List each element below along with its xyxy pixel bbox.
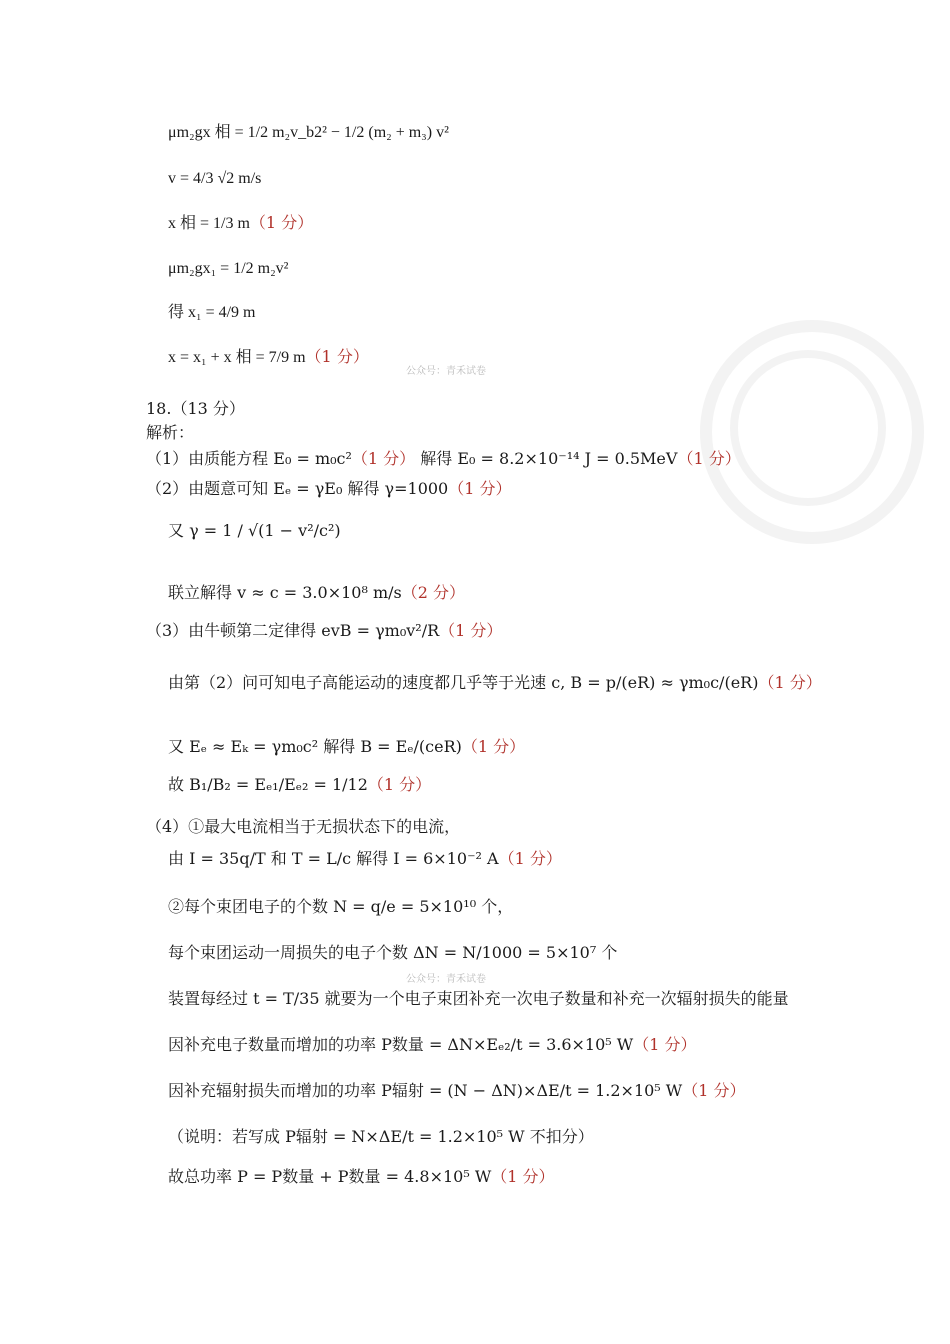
q17-line-5: 得 x₁ = 4/9 m <box>168 304 256 321</box>
score-mark: （1 分） <box>448 479 512 498</box>
q18-line-16: （说明：若写成 P辐射 = N×ΔE/t = 1.2×10⁵ W 不扣分） <box>168 1127 594 1146</box>
q17-line-6: x = x₁ + x 相 = 7/9 m（1 分） <box>168 347 369 366</box>
q18-line-8: 故 B₁/B₂ = Eₑ₁/Eₑ₂ = 1/12（1 分） <box>168 775 432 794</box>
q17-line-2: v = 4/3 √2 m/s <box>168 170 262 187</box>
watermark-text: 公众号：青禾试卷 <box>406 366 486 377</box>
q17-line-1: μm₂gx 相 = 1/2 m₂v_b2² − 1/2 (m₂ + m₃) v² <box>168 124 449 141</box>
q17-line-3: x 相 = 1/3 m（1 分） <box>168 213 314 232</box>
score-mark: （1 分） <box>491 1167 555 1186</box>
q18-line-1: （1）由质能方程 E₀ = m₀c²（1 分） 解得 E₀ = 8.2×10⁻¹⁴ J = 0.5MeV（1 分） <box>146 449 741 468</box>
q18-line-11: ②每个束团电子的个数 N = q/e = 5×10¹⁰ 个， <box>168 897 514 916</box>
q18-header: 18.（13 分） <box>146 399 245 418</box>
q18-line-9: （4）①最大电流相当于无损状态下的电流， <box>146 817 461 836</box>
score-mark: （1 分） <box>677 449 741 468</box>
q18-line-13: 装置每经过 t = T/35 就要为一个电子束团补充一次电子数量和补充一次辐射损失的能量 <box>168 989 789 1008</box>
q18-line-4: 联立解得 v ≈ c = 3.0×10⁸ m/s（2 分） <box>168 583 466 602</box>
background-seal-watermark-inner <box>730 350 886 506</box>
score-mark: （1 分） <box>367 775 432 794</box>
q18-line-14: 因补充电子数量而增加的功率 P数量 = ΔN×Eₑ₂/t = 3.6×10⁵ W（1 分） <box>168 1035 697 1054</box>
q18-line-17: 故总功率 P = P数量 + P数量 = 4.8×10⁵ W（1 分） <box>168 1167 555 1186</box>
score-mark: （2 分） <box>401 583 466 602</box>
analysis-label: 解析： <box>146 423 195 442</box>
q17-line-4: μm₂gx₁ = 1/2 m₂v² <box>168 260 289 277</box>
q18-line-7: 又 Eₑ ≈ Eₖ = γm₀c² 解得 B = Eₑ/(ceR)（1 分） <box>168 737 526 756</box>
q18-line-2: （2）由题意可知 Eₑ = γE₀ 解得 γ=1000（1 分） <box>146 479 512 498</box>
score-mark: （1 分） <box>633 1035 697 1054</box>
score-mark: （1 分） <box>758 673 822 692</box>
q18-line-15: 因补充辐射损失而增加的功率 P辐射 = (N − ΔN)×ΔE/t = 1.2×10⁵ W（1 分） <box>168 1081 746 1100</box>
score-mark: （1 分） <box>498 849 562 868</box>
q18-line-6: 由第（2）问可知电子高能运动的速度都几乎等于光速 c, B = p/(eR) ≈ γm₀c/(eR)（1 分） <box>168 673 822 692</box>
score-mark: （1 分） <box>682 1081 746 1100</box>
score-mark: （1 分） <box>439 621 503 640</box>
watermark-text: 公众号：青禾试卷 <box>406 974 486 985</box>
score-mark: （1 分） <box>249 213 314 232</box>
q18-line-3: 又 γ = 1 / √(1 − v²/c²) <box>168 521 341 540</box>
q18-line-12: 每个束团运动一周损失的电子个数 ΔN = N/1000 = 5×10⁷ 个 <box>168 943 618 962</box>
q18-line-10: 由 I = 35q/T 和 T = L/c 解得 I = 6×10⁻² A（1 分） <box>168 849 562 868</box>
score-mark: （1 分） <box>305 347 369 366</box>
q18-line-5: （3）由牛顿第二定律得 evB = γm₀v²/R（1 分） <box>146 621 503 640</box>
score-mark: （1 分） <box>351 449 416 468</box>
score-mark: （1 分） <box>461 737 526 756</box>
